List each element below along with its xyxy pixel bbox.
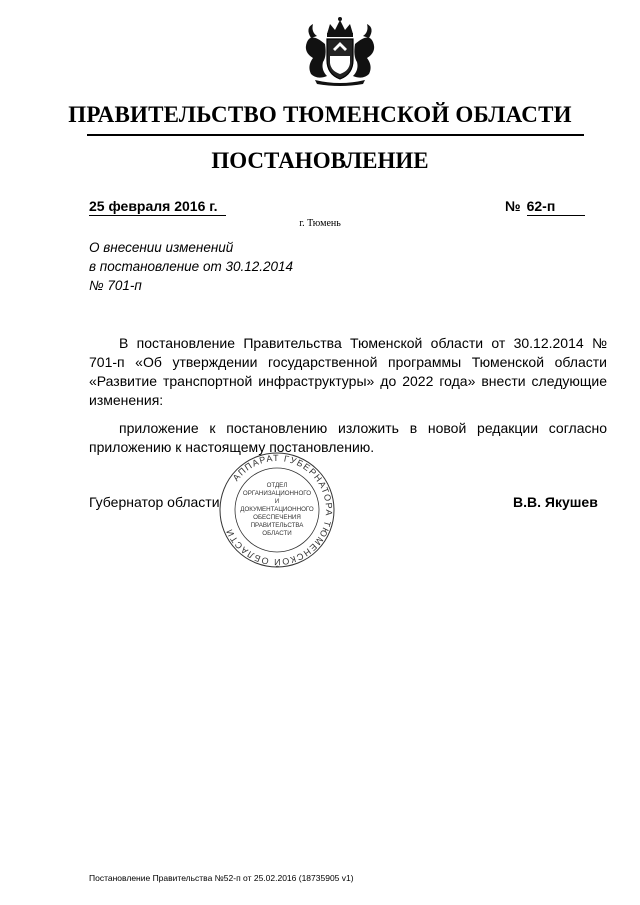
document-type-title: ПОСТАНОВЛЕНИЕ [211,148,429,173]
header-divider [87,134,584,136]
government-title: ПРАВИТЕЛЬСТВО ТЮМЕНСКОЙ ОБЛАСТИ [68,102,572,127]
document-city: г. Тюмень [299,218,341,229]
svg-text:ОРГАНИЗАЦИОННОГО: ОРГАНИЗАЦИОННОГО [242,490,312,497]
document-number-block [505,198,585,216]
number-sign: № [505,198,521,214]
svg-text:ДОКУМЕНТАЦИОННОГО: ДОКУМЕНТАЦИОННОГО [240,506,314,513]
document-number: 62-п [527,198,585,216]
body-paragraph: В постановление Правительства Тюменской области от 30.12.2014 № 701-п «Об утверждении государственной программы Тюменской области «Развитие транспортной инфраструктуры» до 2022 года» внести следующие изменения: [89,335,607,408]
document-date: 25 февраля 2016 г. [89,198,226,216]
body-paragraph: приложение к постановлению изложить в новой редакции согласно приложению к настоящему постановлению. [89,420,607,455]
subject-line: № 701-п [89,278,142,293]
official-stamp-icon [218,451,336,569]
svg-text:И: И [274,498,280,505]
document-footer: Постановление Правительства №52-п от 25.02.2016 (18735905 v1) [89,873,354,883]
subject-line: в постановление от 30.12.2014 [89,259,294,274]
svg-text:ОБЛАСТИ: ОБЛАСТИ [262,530,292,537]
svg-text:ОБЕСПЕЧЕНИЯ: ОБЕСПЕЧЕНИЯ [253,514,301,521]
svg-text:ПРАВИТЕЛЬСТВА: ПРАВИТЕЛЬСТВА [250,522,304,529]
coat-of-arms-icon [297,16,383,86]
signatory-name: В.В. Якушев [513,494,598,510]
document-subject [89,238,293,295]
document-body [89,334,607,466]
svg-text:ОТДЕЛ: ОТДЕЛ [266,482,288,489]
signatory-title: Губернатор области [89,494,220,510]
svg-text:АППАРАТ ГУБЕРНАТОРА ТЮМЕНСКОЙ: АППАРАТ ГУБЕРНАТОРА ТЮМЕНСКОЙ ОБЛАСТИ [223,452,335,568]
subject-line: О внесении изменений [89,240,234,255]
